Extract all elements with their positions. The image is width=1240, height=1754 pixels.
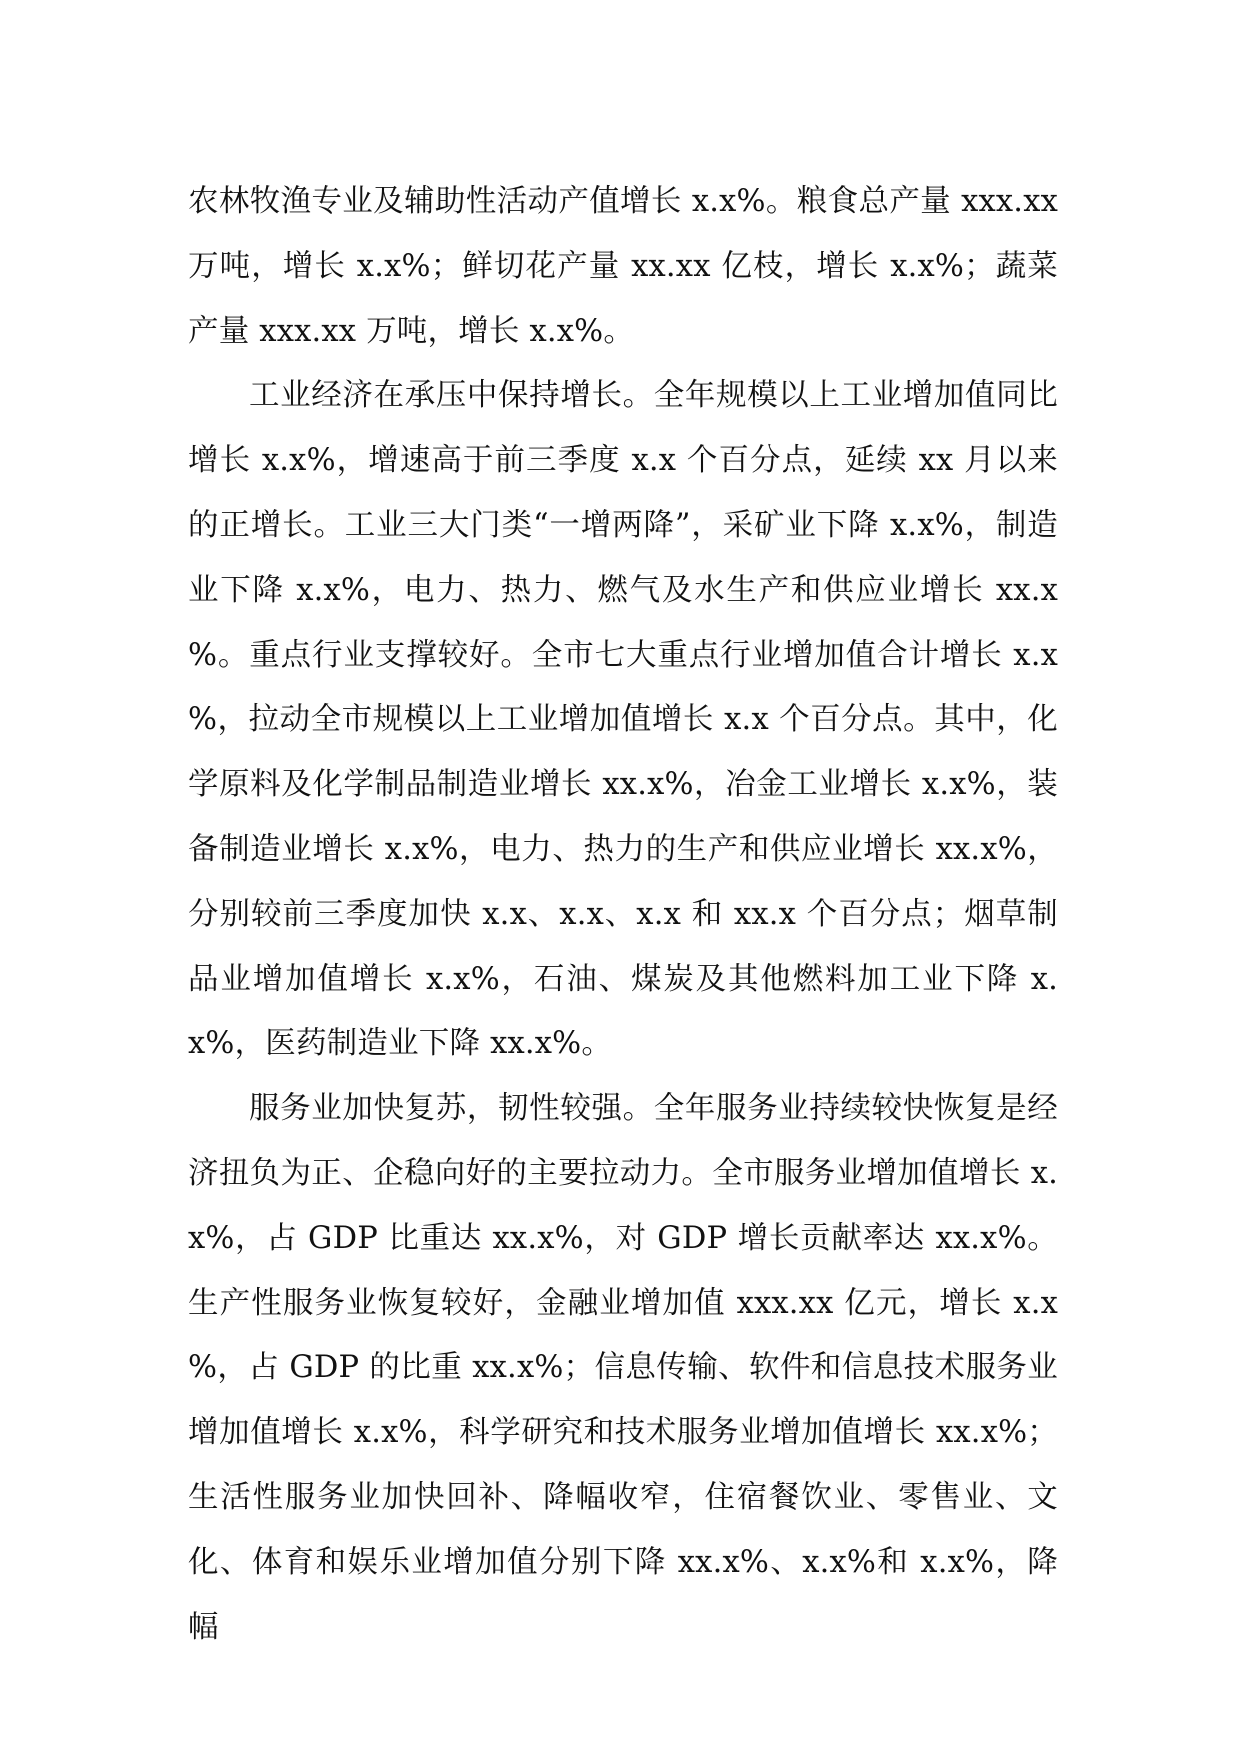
document-body (188, 170, 1058, 1660)
paragraph-industry: 工业经济在承压中保持增长。全年规模以上工业增加值同比增长 x.x%，增速高于前三季度 x.x 个百分点，延续 xx 月以来的正增长。工业三大门类“一增两降”，采矿业下降 x.x%，制造业下降 x.x%，电力、热力、燃气及水生产和供应业增长 xx.x %。重点行业支撑较好。全市七大重点行业增加值合计增长 x.x %，拉动全市规模以上工业增加值增长 x.x 个百分点。其中，化学原料及化学制品制造业增长 xx.x%，冶金工业增长 x.x%，装备制造业增长 x.x%，电力、热力的生产和供应业增长 xx.x%，分别较前三季度加快 x.x、x.x、x.x 和 xx.x 个百分点；烟草制品业增加值增长 x.x%，石油、煤炭及其他燃料加工业下降 x.x%，医药制造业下降 xx.x%。 (188, 378, 1058, 1062)
paragraph-agriculture: 农林牧渔专业及辅助性活动产值增长 x.x%。粮食总产量 xxx.xx 万吨，增长 x.x%；鲜切花产量 xx.xx 亿枝，增长 x.x%；蔬菜产量 xxx.xx 万吨，增长 x.x%。 (188, 184, 1058, 349)
paragraph-services: 服务业加快复苏，韧性较强。全年服务业持续较快恢复是经济扭负为正、企稳向好的主要拉动力。全市服务业增加值增长 x.x%，占 GDP 比重达 xx.x%，对 GDP 增长贡献率达 xx.x%。生产性服务业恢复较好，金融业增加值 xxx.xx 亿元，增长 x.x %，占 GDP 的比重 xx.x%；信息传输、软件和信息技术服务业增加值增长 x.x%，科学研究和技术服务业增加值增长 xx.x%；生活性服务业加快回补、降幅收窄，住宿餐饮业、零售业、文化、体育和娱乐业增加值分别下降 xx.x%、x.x%和 x.x%，降幅 (188, 1091, 1058, 1645)
